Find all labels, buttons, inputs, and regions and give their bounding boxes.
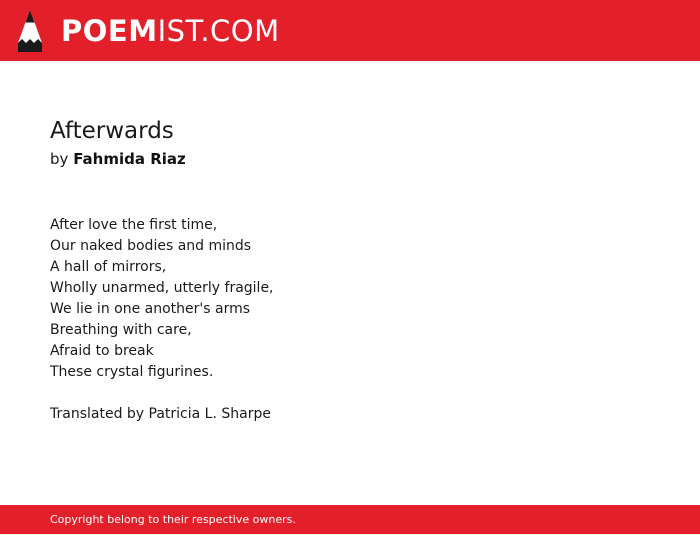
copyright-text: Copyright belong to their respective owners. bbox=[50, 513, 296, 526]
site-logo-text bbox=[61, 9, 280, 53]
poem-line: We lie in one another's arms bbox=[50, 301, 251, 317]
pencil-icon bbox=[17, 9, 43, 53]
site-footer bbox=[0, 505, 700, 534]
poem-line: Breathing with care, bbox=[50, 322, 192, 338]
poem-line: Wholly unarmed, utterly fragile, bbox=[50, 280, 274, 296]
poem-title: Afterwards bbox=[50, 118, 174, 144]
logo-text-bold: POEM bbox=[61, 14, 158, 48]
poem-content bbox=[50, 116, 650, 425]
site-logo-link[interactable] bbox=[17, 9, 280, 53]
poem-line: Afraid to break bbox=[50, 343, 154, 359]
byline-prefix: by bbox=[50, 150, 69, 168]
poem-line: After love the first time, bbox=[50, 217, 218, 233]
logo-text-light: IST.COM bbox=[157, 14, 280, 48]
author-link[interactable]: Fahmida Riaz bbox=[73, 150, 186, 168]
poem-line: Our naked bodies and minds bbox=[50, 238, 252, 254]
poem-line: A hall of mirrors, bbox=[50, 259, 167, 275]
site-header bbox=[0, 0, 700, 61]
poem-byline bbox=[50, 146, 650, 172]
poem-body bbox=[50, 215, 650, 425]
translator-credit: Translated by Patricia L. Sharpe bbox=[50, 406, 271, 422]
poem-line: These crystal figurines. bbox=[50, 364, 214, 380]
